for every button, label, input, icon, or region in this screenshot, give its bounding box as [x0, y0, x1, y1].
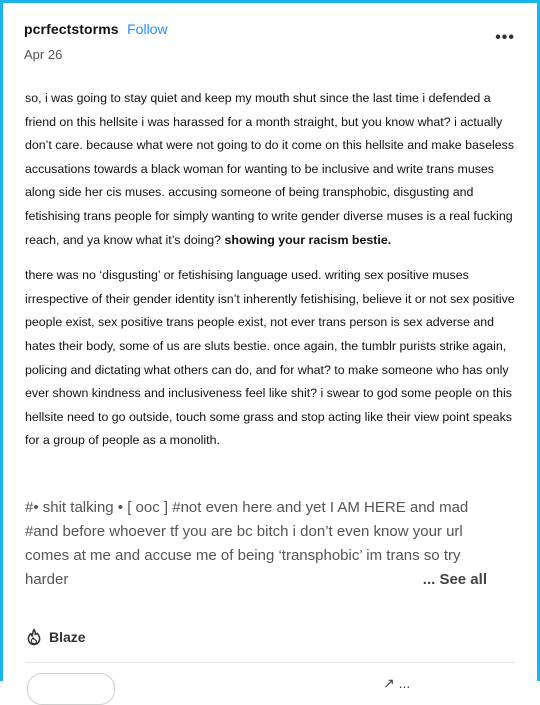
post-date[interactable]: Apr 26: [24, 47, 63, 62]
footer-divider: [25, 662, 515, 663]
tags-text[interactable]: #• shit talking • [ ooc ] #not even here and yet I AM HERE and mad #and before whoever tf you are bc bitch i don’t even know your url comes at me and accuse me of being ‘transphobic’ im trans so try harder: [25, 499, 469, 588]
more-options-icon[interactable]: •••: [495, 29, 515, 46]
follow-button[interactable]: Follow: [127, 21, 168, 37]
post-paragraph-1-text: so, i was going to stay quiet and keep my mouth shut since the last time i defended a friend on this hellsite i was harassed for a month straight, but you know what? i actually don’t care. because what were not going to do it come on this hellsite and make baseless accusations towards a black woman for wanting to be inclusive and write trans muses along side her cis muses. accusing someone of being transphobic, disgusting and fetishising trans people for simply wanting to write gender diverse muses is a real fucking reach, and ya know what it’s doing?: [25, 91, 515, 247]
blaze-label: Blaze: [49, 629, 86, 645]
see-all-link[interactable]: ... See all: [422, 571, 487, 588]
post-body: [25, 87, 523, 465]
username-link[interactable]: pcrfectstorms: [24, 21, 119, 37]
notes-button[interactable]: [27, 673, 115, 705]
post-tags: [25, 496, 505, 592]
post-paragraph-1-bold: showing your racism bestie.: [224, 232, 392, 247]
post-header: [24, 21, 519, 65]
post-paragraph-2: there was no ‘disgusting’ or fetishising language used. writing sex positive muses irrespective of their gender identity isn’t inherently fetishising, believe it or not sex positive people exist, sex positive trans people exist, not ever trans person is sex adverse and hates their body, some of us are sluts bestie. once again, the tumblr purists strike again, policing and dictating what others can do, and for what? to make someone who has only ever shown kindness and inclusiveness feel like shit? i swear to god some people on this hellsite need to go outside, touch some grass and stop acting like their view point speaks for a group of people as a monolith.: [25, 268, 515, 448]
author-row: [24, 21, 519, 39]
footer-actions[interactable]: ↗ ...: [383, 675, 411, 691]
flame-icon: [25, 627, 43, 647]
blaze-button[interactable]: [25, 627, 86, 647]
post-paragraph-1: [25, 87, 523, 252]
